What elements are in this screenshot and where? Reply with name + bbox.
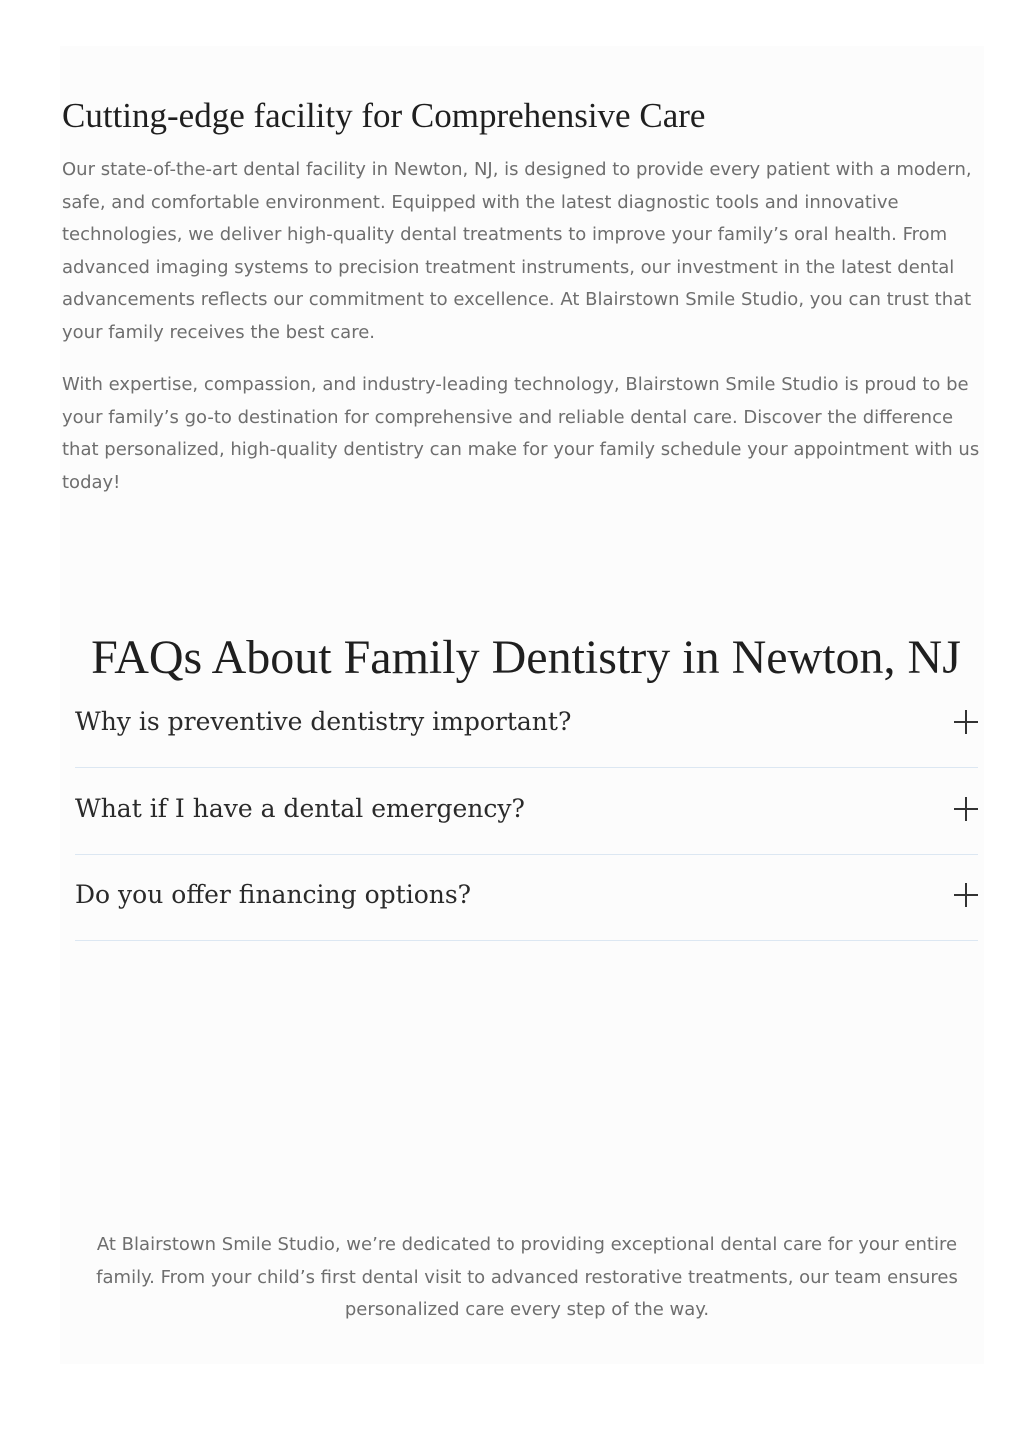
closing-paragraph: At Blairstown Smile Studio, we’re dedicated to providing exceptional dental care for your entire family. From your child’s first dental visit to advanced restorative treatments, our team ensures personalized care every step of the way.	[96, 1234, 958, 1320]
faq-section-title: FAQs About Family Dentistry in Newton, NJ	[91, 631, 961, 684]
faq-item-preventive[interactable]	[75, 680, 978, 768]
plus-icon[interactable]	[954, 883, 978, 907]
faq-question: Do you offer financing options?	[75, 880, 472, 909]
faq-question: Why is preventive dentistry important?	[75, 707, 572, 736]
plus-icon[interactable]	[954, 797, 978, 821]
facility-paragraph-2: With expertise, compassion, and industry-leading technology, Blairstown Smile Studio is proud to be your family’s go-to destination for comprehensive and reliable dental care. Discover the difference that personalized, high-quality dentistry can make for your family schedule your appointment with us today!	[62, 374, 980, 493]
faq-item-financing[interactable]	[75, 853, 978, 941]
faq-question: What if I have a dental emergency?	[75, 794, 525, 823]
faq-item-emergency[interactable]	[75, 767, 978, 855]
facility-paragraph-1: Our state-of-the-art dental facility in Newton, NJ, is designed to provide every patient with a modern, safe, and comfortable environment. Equipped with the latest diagnostic tools and innovative technologies, we deliver high-quality dental treatments to improve your family’s oral health. From advanced imaging systems to precision treatment instruments, our investment in the latest dental advancements reflects our commitment to excellence. At Blairstown Smile Studio, you can trust that your family receives the best care.	[62, 159, 972, 343]
facility-section-title: Cutting-edge facility for Comprehensive Care	[62, 96, 706, 135]
plus-icon[interactable]	[954, 710, 978, 734]
